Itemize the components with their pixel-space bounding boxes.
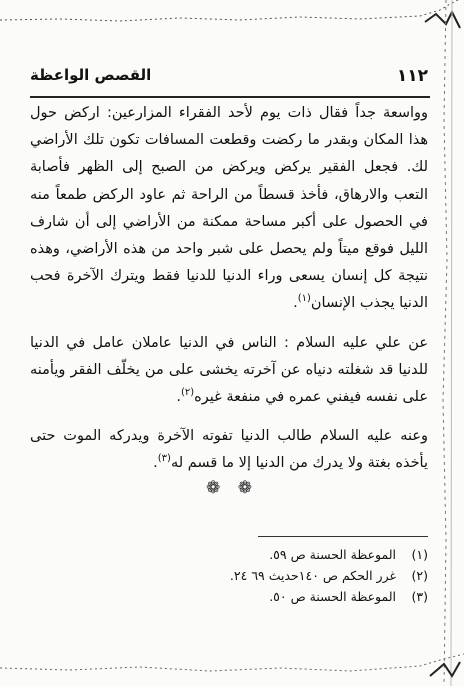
footnote-ref: (١)	[297, 293, 311, 305]
body-text	[30, 100, 428, 478]
header-rule	[30, 96, 430, 98]
section-ornament: ❁ ❁	[206, 478, 258, 498]
running-title: القصص الواعظة	[30, 66, 152, 84]
paragraph-text: وعنه عليه السلام طالب الدنيا تفوته الآخرة ويدركه الموت حتى يأخذه بغتة ولا يدرك من الدنيا إلا ما قسم له	[30, 428, 428, 472]
paragraph-text: وواسعة جداً فقال ذات يوم لأحد الفقراء المزارعين: اركض حول هذا المكان وبقدر ما ركضت وقطعت المسافات تكون تلك الأراضي لك. فجعل الفقير يركض ويركض من الصبح إلى الظهر فأصابة التعب والارهاق، فأخذ قسطاً من الراحة ثم عاود الركض طمعاً منه في الحصول على أكبر مساحة ممكنة من الأراضي إلى أن شارف الليل فوقع ميتاً ولم يحصل على شبر واحد من هذه الأراضي، وهذه نتيجة كل إنسان يسعى وراء الدنيا للدنيا فقط ويترك الآخرة فحب الدنيا يجذب الإنسان	[30, 105, 428, 312]
footnote-number: (٢)	[411, 568, 428, 583]
footnote-text: الموعظة الحسنة ص ٥٩.	[269, 547, 396, 562]
paragraph-story: وواسعة جداً فقال ذات يوم لأحد الفقراء المزارعين: اركض حول هذا المكان وبقدر ما ركضت وقطعت المسافات تكون تلك الأراضي لك. فجعل الفقير يركض ويركض من الصبح إلى الظهر فأصابة التعب والارهاق، فأخذ قسطاً من الراحة ثم عاود الركض طمعاً منه في الحصول على أكبر مساحة ممكنة من الأراضي إلى أن شارف الليل فوقع ميتاً ولم يحصل على شبر واحد من هذه الأراضي، وهذه نتيجة كل إنسان يسعى وراء الدنيا للدنيا فقط ويترك الآخرة فحب الدنيا يجذب الإنسان$^{(١)}$.	[30, 105, 428, 312]
torn-top-edge	[0, 0, 464, 30]
footnote-rule	[258, 536, 428, 537]
footnotes	[30, 544, 428, 607]
footnote-item	[30, 586, 428, 607]
footnote-number: (١)	[411, 547, 428, 562]
paragraph-hadith-2: وعنه عليه السلام طالب الدنيا تفوته الآخرة ويدركه الموت حتى يأخذه بغتة ولا يدرك من الدنيا إلا ما قسم له$^{(٣)}$.	[30, 428, 428, 472]
footnote-text: الموعظة الحسنة ص ٥٠.	[269, 589, 396, 604]
ragged-right-edge	[424, 0, 464, 686]
footnote-item	[30, 565, 428, 586]
footnote-item	[30, 544, 428, 565]
footnote-ref: (٢)	[180, 387, 195, 399]
page-header	[30, 66, 428, 96]
page-number: ١١٢	[396, 66, 428, 86]
paragraph-hadith-1: عن علي عليه السلام : الناس في الدنيا عاملان عامل في الدنيا للدنيا قد شغلته دنياه عن آخرته يخشى على من يخلّف الفقر ويأمنه على نفسه فيفني عمره في منفعة غيره$^{(٢)}$.	[30, 334, 428, 406]
ragged-bottom-edge	[0, 646, 464, 686]
paragraph-text: عن علي عليه السلام : الناس في الدنيا عاملان عامل في الدنيا للدنيا قد شغلته دنياه عن آخرته يخشى على من يخلّف الفقر ويأمنه على نفسه فيفني عمره في منفعة غيره	[30, 334, 428, 406]
footnote-text: غرر الحكم ص ١٤٠حديث ٦٩ ٢٤.	[229, 568, 396, 583]
footnote-number: (٣)	[411, 589, 428, 604]
footnote-ref: (٣)	[157, 453, 171, 465]
